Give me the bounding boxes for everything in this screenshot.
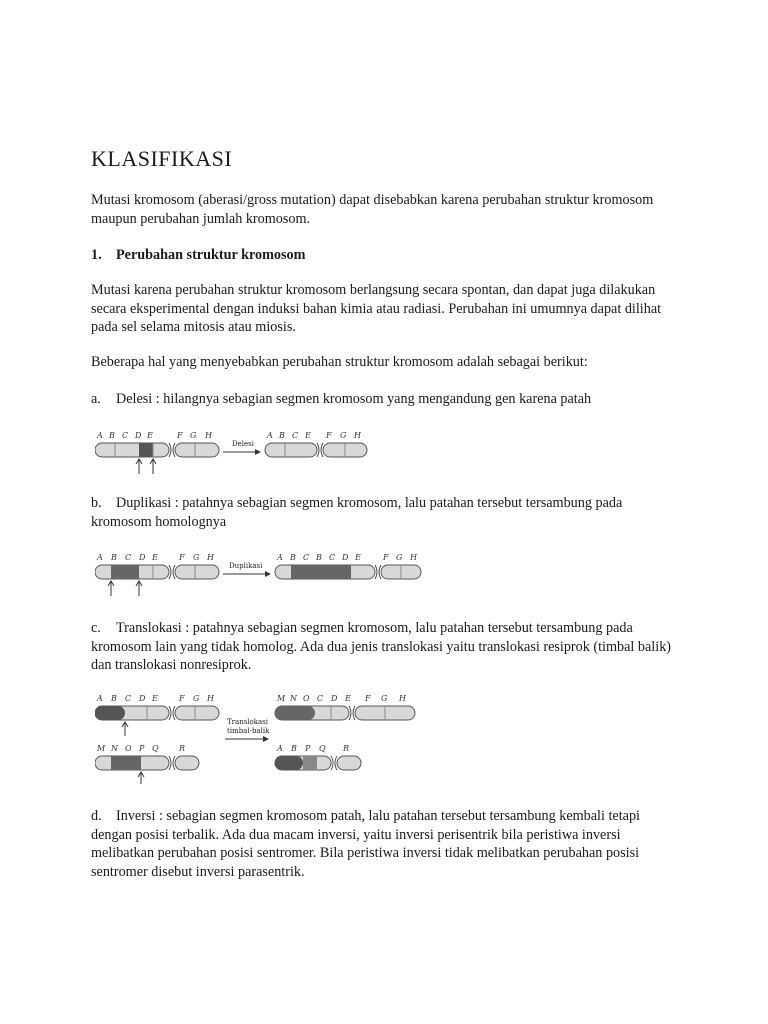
gene-label-b: B	[279, 431, 285, 440]
gene-label-h: H	[410, 553, 417, 562]
arrow-label: Delesi	[232, 440, 254, 448]
chromosome-after	[275, 565, 421, 579]
gene-label-c: C	[125, 553, 132, 562]
paragraph-1: Mutasi karena perubahan struktur kromosom berlangsung secara spontan, dan dapat juga dilakukan secara eksperimental dengan induksi bahan kimia atau radiasi. Perubahan ini umumnya dapat dilihat pada sel selama mitosis atau miosis.	[91, 282, 662, 335]
arrow-label-line2: timbal-balik	[227, 727, 270, 735]
list-item-duplikasi	[91, 494, 681, 531]
gene-label-o: O	[125, 744, 132, 753]
gene-label-n: N	[290, 694, 297, 703]
gene-label-c: C	[122, 431, 129, 440]
list-item-inversi	[91, 807, 681, 881]
gene-label-c: C	[292, 431, 299, 440]
gene-label-a: A	[267, 431, 273, 440]
list-item-text: Inversi : sebagian segmen kromosom patah, lalu patahan tersebut tersambung kembali tetapi dengan posisi terbalik. Ada dua macam inversi, yaitu inversi perisentrik bila peristiwa inversi melibatkan perubahan posisi sentromer. Bila peristiwa inversi tidak melibatkan perubahan posisi sentromer disebut inversi parasentrik.	[91, 808, 640, 880]
gene-label-n: N	[111, 744, 118, 753]
gene-label-o: O	[303, 694, 310, 703]
process-arrow	[223, 571, 271, 577]
chromosome-before	[95, 565, 219, 579]
arrow-label: Duplikasi	[229, 562, 263, 570]
list-item-label: d.	[91, 808, 102, 824]
gene-label-c: C	[125, 694, 132, 703]
gene-label-d: D	[342, 553, 349, 562]
gene-label-b: B	[316, 553, 322, 562]
gene-label-a: A	[277, 553, 283, 562]
gene-label-h: H	[354, 431, 361, 440]
gene-label-g: G	[193, 694, 200, 703]
gene-label-e: E	[152, 553, 158, 562]
gene-label-a: A	[97, 694, 103, 703]
break-arrow-top	[122, 722, 128, 736]
gene-label-f: F	[365, 694, 371, 703]
gene-label-e: E	[305, 431, 311, 440]
gene-label-r: R	[179, 744, 186, 753]
gene-label-e: E	[355, 553, 361, 562]
break-arrows	[136, 459, 156, 474]
section-title: Perubahan struktur kromosom	[116, 247, 306, 263]
list-item-text: Delesi : hilangnya sebagian segmen kromosom yang mengandung gen karena patah	[116, 391, 592, 407]
page-title: KLASIFIKASI	[91, 146, 233, 171]
list-item-translokasi	[91, 619, 681, 675]
gene-label-c: C	[329, 553, 336, 562]
figure-duplikasi	[95, 546, 425, 598]
gene-label-p: P	[305, 744, 311, 753]
gene-label-f: F	[179, 553, 185, 562]
gene-label-g: G	[193, 553, 200, 562]
gene-label-a: A	[97, 553, 103, 562]
gene-label-g: G	[396, 553, 403, 562]
list-item-delesi	[91, 390, 681, 409]
gene-label-d: D	[139, 553, 146, 562]
paragraph-2: Beberapa hal yang menyebabkan perubahan struktur kromosom adalah sebagai berikut:	[91, 354, 588, 370]
gene-label-q: Q	[152, 744, 159, 753]
arrow-label-line1: Translokasi	[227, 718, 268, 726]
gene-label-a: A	[277, 744, 283, 753]
chromosome-top-before	[95, 706, 219, 720]
gene-label-e: E	[345, 694, 351, 703]
gene-label-d: D	[135, 431, 142, 440]
list-item-text: Translokasi : patahnya sebagian segmen kromosom, lalu patahan tersebut tersambung pada kromosom lain yang tidak homolog. Ada dua jenis translokasi yaitu translokasi resiprok (timbal balik) dan translokasi nonresiprok.	[91, 620, 672, 673]
gene-label-a: A	[97, 431, 103, 440]
gene-label-f: F	[326, 431, 332, 440]
gene-label-e: E	[152, 694, 158, 703]
gene-label-b: B	[111, 694, 117, 703]
gene-label-m: M	[97, 744, 106, 753]
gene-label-h: H	[207, 553, 214, 562]
list-item-label: a.	[91, 391, 101, 407]
figure-translokasi	[95, 688, 425, 784]
gene-label-b: B	[291, 744, 297, 753]
gene-label-d: D	[139, 694, 146, 703]
gene-label-h: H	[207, 694, 214, 703]
chromosome-after	[265, 443, 367, 457]
gene-label-p: P	[139, 744, 145, 753]
section-heading	[91, 247, 305, 264]
chromosome-top-after	[275, 706, 415, 720]
gene-label-q: Q	[319, 744, 326, 753]
chromosome-bottom-after	[275, 756, 361, 770]
process-arrow	[223, 449, 261, 455]
gene-label-h: H	[205, 431, 212, 440]
break-arrows	[108, 581, 142, 596]
gene-label-f: F	[177, 431, 183, 440]
gene-label-b: B	[290, 553, 296, 562]
gene-label-c: C	[303, 553, 310, 562]
gene-label-h: H	[399, 694, 406, 703]
gene-label-d: D	[331, 694, 338, 703]
chromosome-bottom-before	[95, 756, 199, 770]
gene-label-g: G	[381, 694, 388, 703]
chromosome-before	[95, 443, 219, 457]
gene-label-c: C	[317, 694, 324, 703]
gene-label-f: F	[179, 694, 185, 703]
gene-label-b: B	[109, 431, 115, 440]
figure-delesi	[95, 424, 375, 476]
gene-label-g: G	[190, 431, 197, 440]
gene-label-b: B	[111, 553, 117, 562]
process-arrow	[225, 736, 269, 742]
gene-label-r: R	[343, 744, 350, 753]
gene-label-f: F	[383, 553, 389, 562]
intro-paragraph: Mutasi kromosom (aberasi/gross mutation) dapat disebabkan karena perubahan struktur kromosom maupun perubahan jumlah kromosom.	[91, 192, 654, 227]
list-item-label: c.	[91, 620, 101, 636]
gene-label-g: G	[340, 431, 347, 440]
gene-label-e: E	[147, 431, 153, 440]
list-item-text: Duplikasi : patahnya sebagian segmen kromosom, lalu patahan tersebut tersambung pada kromosom homolognya	[91, 495, 623, 530]
section-number: 1.	[91, 247, 102, 263]
break-arrow-bottom	[138, 772, 144, 784]
list-item-label: b.	[91, 495, 102, 511]
gene-label-m: M	[277, 694, 286, 703]
